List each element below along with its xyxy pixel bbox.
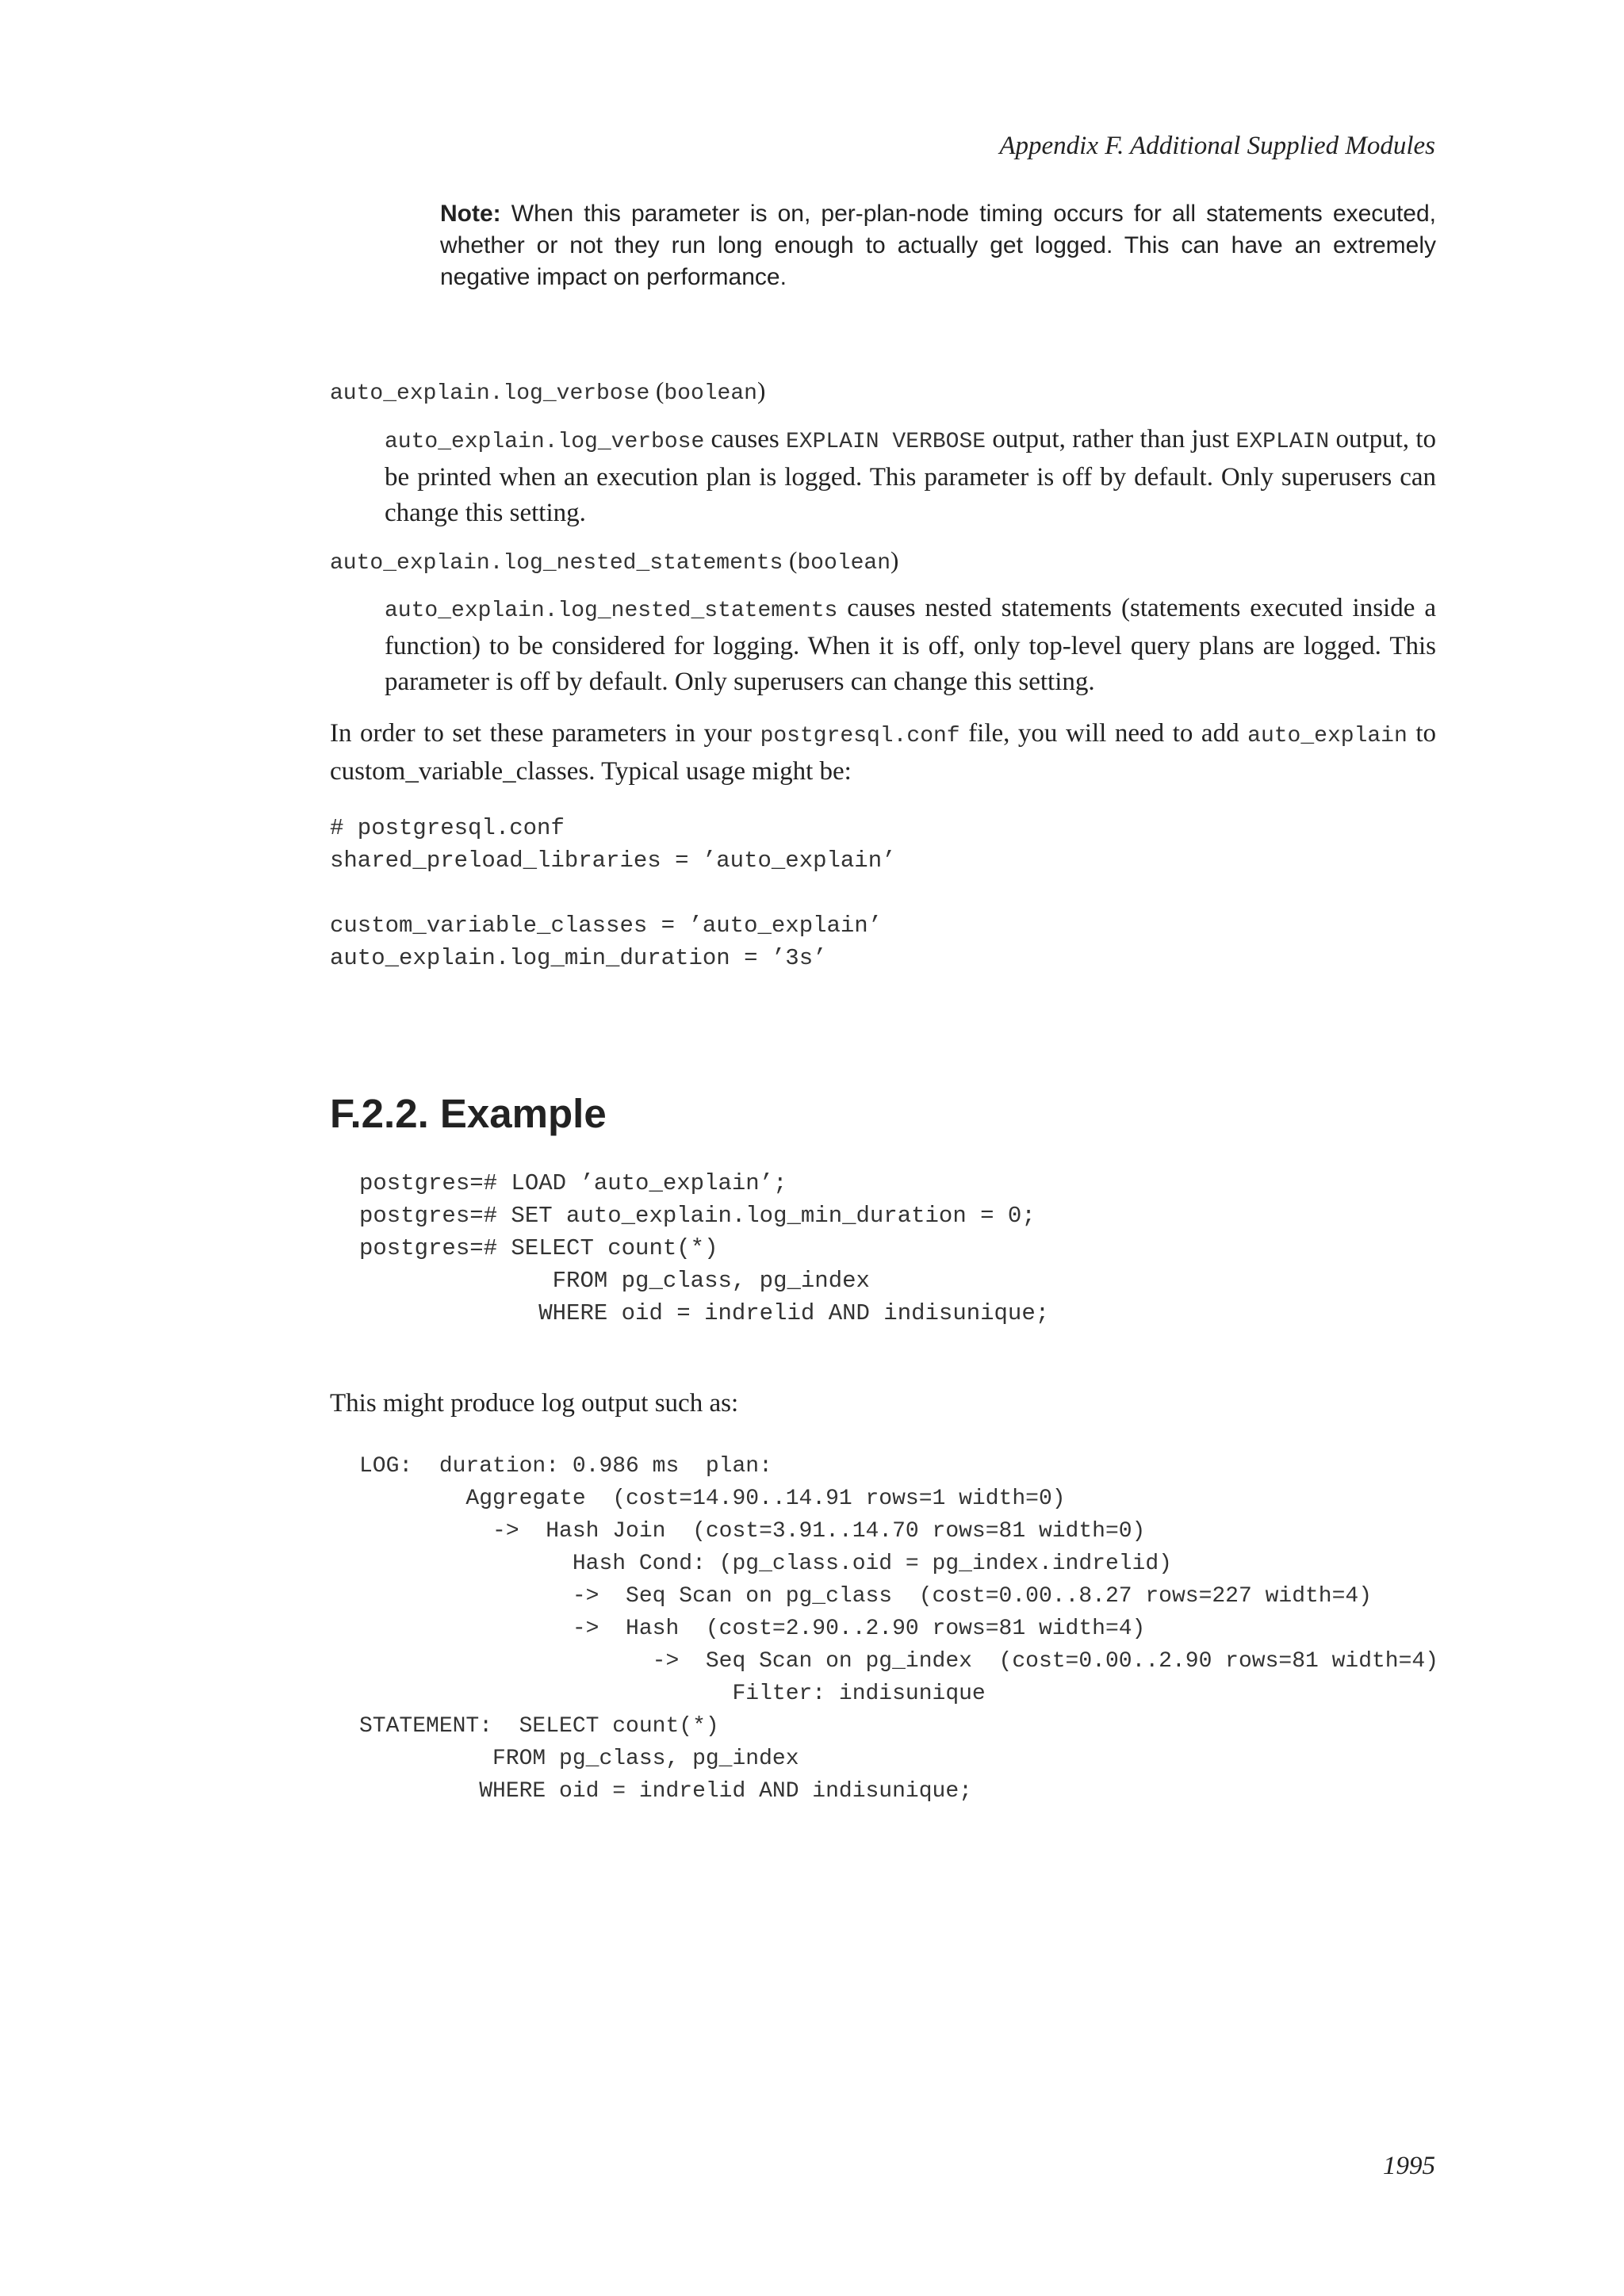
param-name: auto_explain.log_verbose [330,381,650,406]
inline-code: auto_explain.log_verbose [385,430,705,454]
inline-code: postgresql.conf [760,724,960,748]
param-type: boolean [797,551,891,576]
note-block [440,198,1436,293]
param-type: boolean [664,381,757,406]
param-desc-log-verbose: auto_explain.log_verbose causes EXPLAIN VERBOSE output, rather than just EXPLAIN output, to be printed when an execution plan is logged. This parameter is off by default. Only superusers can change this setting. [385,425,1436,527]
inline-code: auto_explain [1247,724,1408,748]
output-intro: This might produce log output such as: [330,1389,739,1418]
log-output-code-block: LOG: duration: 0.986 ms plan: Aggregate (cost=14.90..14.91 rows=1 width=0) -> Hash Join (cost=3.91..14.70 rows=81 width=0) Hash Cond: (pg_class.oid = pg_index.indrelid) -> Seq Scan on pg_class (cost=0.00..8.27 rows=227 width=4) -> Hash (cost=2.90..2.90 rows=81 width=4) -> Seq Scan on pg_index (cost=0.00..2.90 rows=81 width=4) Filter: indisunique STATEMENT: SELECT count(*) FROM pg_class, pg_index WHERE oid = indrelid AND indisunique; [359,1454,1439,1804]
inline-code: EXPLAIN [1235,430,1330,454]
param-term-log-nested-statements: auto_explain.log_nested_statements (boolean) [330,546,899,576]
page-number: 1995 [1383,2152,1435,2180]
param-term-log-verbose: auto_explain.log_verbose (boolean) [330,377,766,406]
note-label: Note: [440,201,501,227]
running-header: Appendix F. Additional Supplied Modules [999,132,1435,160]
section-heading: F.2.2. Example [330,1091,607,1136]
param-name: auto_explain.log_nested_statements [330,551,783,576]
config-code-block: # postgresql.conf shared_preload_libraries = ’auto_explain’ custom_variable_classes = ’auto_explain’ auto_explain.log_min_duration = ’3s’ [330,815,896,971]
usage-paragraph: In order to set these parameters in your postgresql.conf file, you will need to add auto_explain to custom_variable_classes. Typical usage might be: [330,719,1437,786]
inline-code: EXPLAIN VERBOSE [785,430,986,454]
inline-code: auto_explain.log_nested_statements [385,599,838,623]
example-code-block: postgres=# LOAD ’auto_explain’; postgres=# SET auto_explain.log_min_duration = 0; postgres=# SELECT count(*) FROM pg_class, pg_index WHERE oid = indrelid AND indisunique; [359,1170,1050,1326]
param-desc-log-nested-statements: auto_explain.log_nested_statements causes nested statements (statements executed inside a function) to be considered for logging. When it is off, only top-level query plans are logged. This parameter is off by default. Only superusers can change this setting. [385,594,1436,696]
note-text: When this parameter is on, per-plan-node timing occurs for all statements executed, whether or not they run long enough to actually get logged. This can have an extremely negative impact on performance. [440,201,1436,290]
